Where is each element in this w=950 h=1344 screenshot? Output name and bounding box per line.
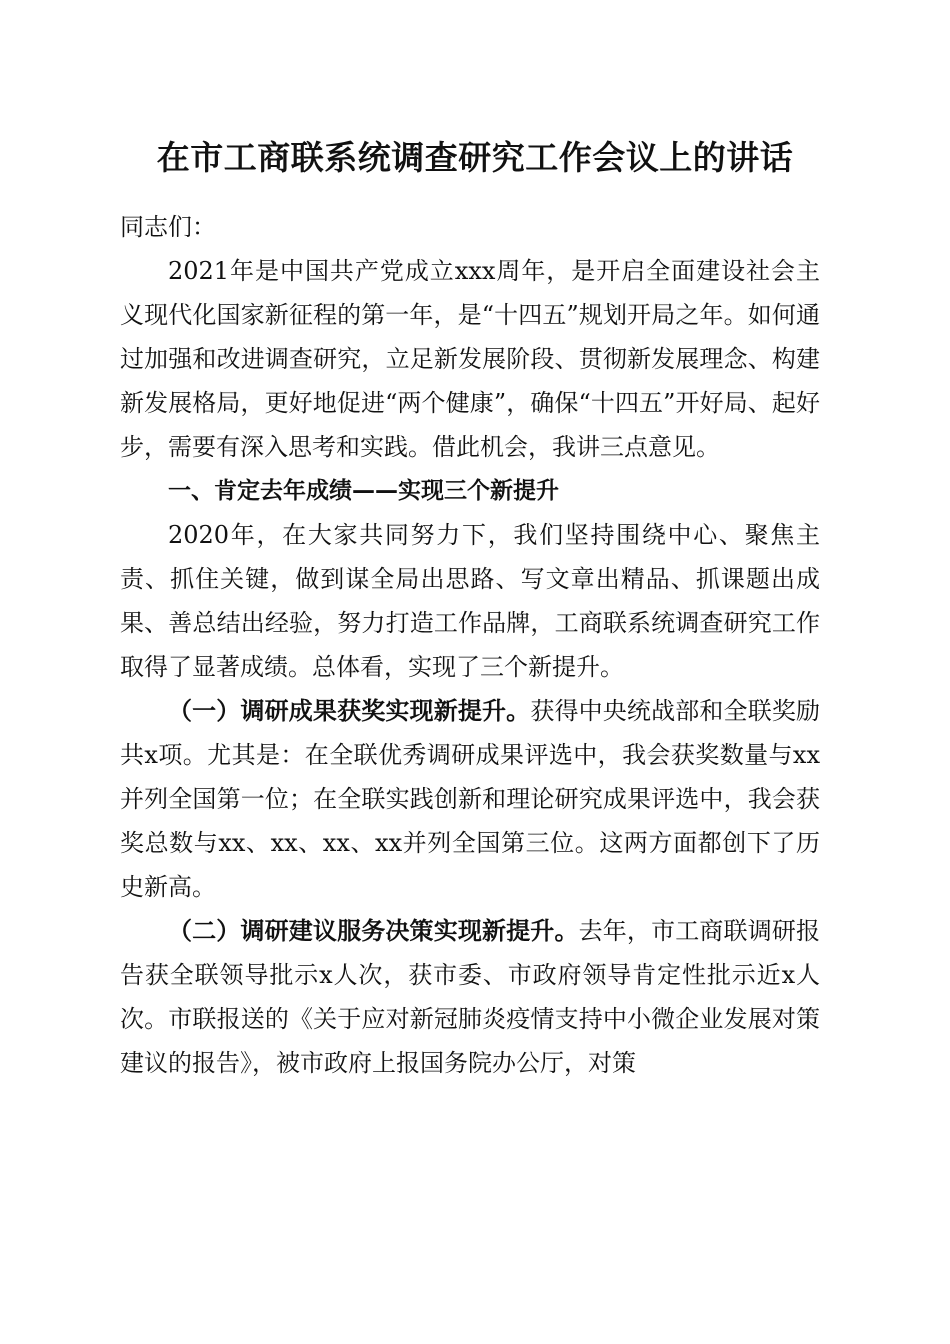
item-2-paragraph <box>120 909 820 1085</box>
section-1-paragraph: 2020年，在大家共同努力下，我们坚持围绕中心、聚焦主责、抓住关键，做到谋全局出思路、写文章出精品、抓课题出成果、善总结出经验，努力打造工作品牌，工商联系统调查研究工作取得了显著成绩。总体看，实现了三个新提升。 <box>120 521 820 681</box>
item-1-body: 获得中央统战部和全联奖励共x项。尤其是：在全联优秀调研成果评选中，我会获奖数量与xx并列全国第一位；在全联实践创新和理论研究成果评选中，我会获奖总数与xx、xx、xx、xx并列全国第三位。这两方面都创下了历史新高。 <box>120 697 821 901</box>
intro-paragraph: 2021年是中国共产党成立xxx周年，是开启全面建设社会主义现代化国家新征程的第一年，是“十四五”规划开局之年。如何通过加强和改进调查研究，立足新发展阶段、贯彻新发展理念、构建新发展格局，更好地促进“两个健康”，确保“十四五”开好局、起好步，需要有深入思考和实践。借此机会，我讲三点意见。 <box>120 257 820 461</box>
section-1-heading: 一、肯定去年成绩——实现三个新提升 <box>168 478 559 504</box>
document-body <box>120 205 820 1085</box>
document-title: 在市工商联系统调查研究工作会议上的讲话 <box>156 138 794 177</box>
item-2-lead: （二）调研建议服务决策实现新提升。 <box>168 916 579 945</box>
item-1-lead: （一）调研成果获奖实现新提升。 <box>168 696 531 725</box>
item-2-body: 去年，市工商联调研报告获全联领导批示x人次，获市委、市政府领导肯定性批示近x人次。市联报送的《关于应对新冠肺炎疫情支持中小微企业发展对策建议的报告》，被市政府上报国务院办公厅，对策 <box>120 917 821 1077</box>
item-1-paragraph <box>120 689 820 909</box>
salutation: 同志们： <box>120 213 216 241</box>
